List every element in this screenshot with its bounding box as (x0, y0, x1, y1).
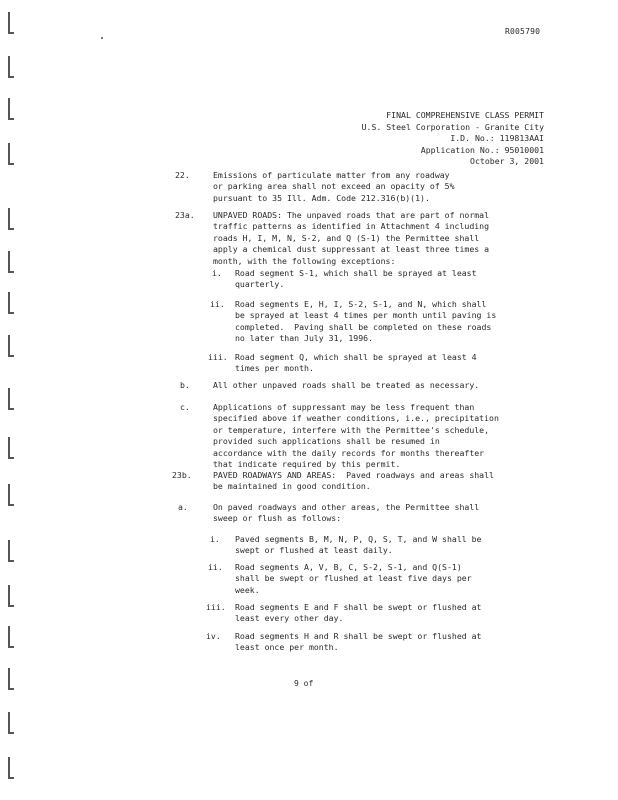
item-text: Road segments A, V, B, C, S-2, S-1, and Q(S-1) shall be swept or flushed at least five days per week. (235, 562, 472, 595)
item-number: i. (210, 534, 220, 544)
binding-mark (8, 668, 14, 690)
binding-mark (8, 143, 14, 165)
binding-mark (8, 251, 14, 273)
binding-mark (8, 56, 14, 78)
binding-mark (8, 98, 14, 120)
item-number: i. (212, 268, 222, 278)
page-number: 9 of (294, 679, 314, 688)
section-number: 23b. (172, 470, 192, 480)
binding-mark (8, 585, 14, 607)
section-text: Emissions of particulate matter from any roadway or parking area shall not exceed an opacity of 5% pursuant to 35 Ill. Adm. Code 212.316(b)(1). (213, 170, 455, 203)
binding-mark (8, 12, 14, 34)
binding-mark (8, 437, 14, 459)
header-line: FINAL COMPREHENSIVE CLASS PERMIT (386, 110, 544, 120)
item-number: ii. (210, 299, 225, 309)
document-id: R005790 (505, 27, 541, 36)
binding-mark (8, 335, 14, 357)
permit-header (330, 110, 544, 168)
item-number: iii. (208, 352, 228, 362)
item-text: Road segments E, H, I, S-2, S-1, and N, which shall be sprayed at least 4 times per month until paving is completed. Paving shall be completed on these roads no later than July 31, 1996. (235, 299, 497, 344)
section-text: All other unpaved roads shall be treated as necessary. (213, 380, 480, 390)
binding-mark (8, 626, 14, 648)
section-number: 23a. (175, 210, 195, 220)
item-number: iii. (206, 602, 226, 612)
section-number: c. (180, 402, 190, 412)
section-text: On paved roadways and other areas, the Permittee shall sweep or flush as follows: (213, 502, 480, 524)
section-number: 22. (175, 170, 190, 180)
header-line: Application No.: 95010001 (420, 144, 544, 155)
binding-mark (8, 388, 14, 410)
section-number: b. (180, 380, 190, 390)
section-text: Applications of suppressant may be less frequent than specified above if weather conditions, i.e., precipitation or temperature, interfere with the Permittee's schedule, provided such applications shall be resumed in accordance with the daily records for months thereafter that indicate required by this permit. (213, 402, 499, 470)
header-line: October 3, 2001 (470, 156, 544, 166)
binding-mark (8, 484, 14, 506)
binding-mark (8, 292, 14, 314)
header-line: U.S. Steel Corporation - Granite City (361, 121, 544, 132)
section-text: PAVED ROADWAYS AND AREAS: Paved roadways and areas shall be maintained in good condition. (213, 470, 494, 492)
item-number: iv. (206, 631, 221, 641)
item-text: Road segment Q, which shall be sprayed at least 4 times per month. (235, 352, 477, 374)
item-text: Road segments H and R shall be swept or flushed at least once per month. (235, 631, 482, 653)
section-text: UNPAVED ROADS: The unpaved roads that are part of normal traffic patterns as identified in Attachment 4 including roads H, I, M, N, S-2, and Q (S-1) the Permittee shall apply a chemical dust suppressant at least three times a month, with the following exceptions: (213, 210, 490, 266)
item-number: ii. (208, 562, 223, 572)
scan-speck (101, 37, 103, 39)
header-line: I.D. No.: 119813AAI (450, 133, 544, 143)
item-text: Road segments E and F shall be swept or flushed at least every other day. (235, 602, 482, 624)
item-text: Paved segments B, M, N, P, Q, S, T, and W shall be swept or flushed at least daily. (235, 534, 482, 556)
binding-mark (8, 712, 14, 734)
binding-mark (8, 757, 14, 779)
item-text: Road segment S-1, which shall be sprayed at least quarterly. (235, 268, 477, 290)
section-number: a. (178, 502, 188, 512)
binding-mark (8, 208, 14, 230)
binding-mark (8, 540, 14, 562)
